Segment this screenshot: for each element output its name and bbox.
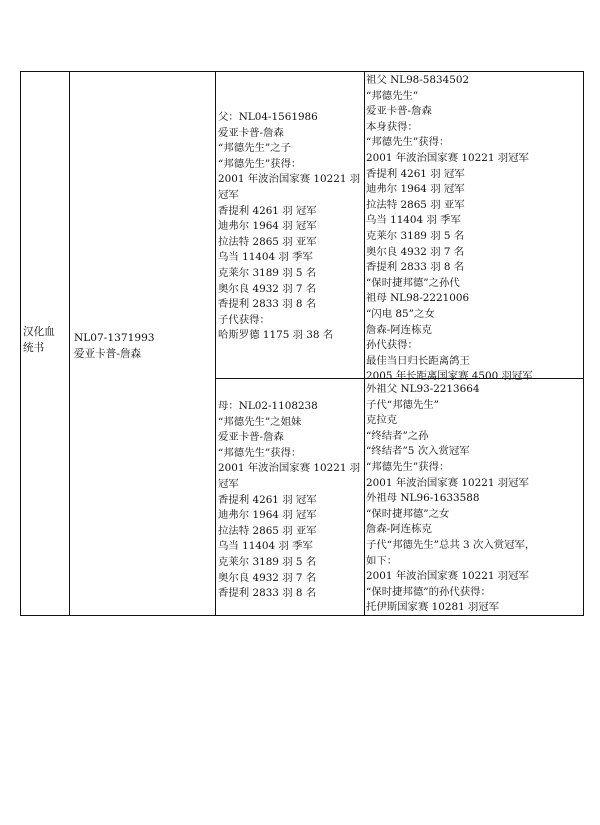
maternal-grandparents-line: 托伊斯国家赛 10281 羽冠军 [366,601,500,614]
paternal-grandparents-line: 孙代获得： [366,339,418,352]
paternal-grandparents-line: 爱亚卡普-詹森 [366,105,432,118]
column-divider-2 [215,72,216,615]
sire-line: 奥尔良 4932 羽 7 名 [218,282,317,295]
dam-line: 爱亚卡普-詹森 [218,431,284,444]
paternal-grandparents-line: 香提利 4261 羽 冠军 [366,167,465,180]
maternal-grandparents-line: 2001 年波治国家赛 10221 羽冠军 [366,570,529,583]
maternal-grandparents-line: “终结者”5 次入赏冠军 [366,445,470,458]
paternal-grandparents-cell [366,73,582,385]
sire-line: 迪弗尔 1964 羽 冠军 [218,220,317,233]
dam-cell [218,399,363,602]
column-divider-1 [69,72,70,615]
dam-line: 奥尔良 4932 羽 7 名 [218,571,317,584]
maternal-grandparents-line: “保时捷邦德”之女 [366,507,450,520]
maternal-grandparents-line: 2001 年波治国家赛 10221 羽冠军 [366,476,529,489]
paternal-grandparents-line: 最佳当日归长距离鸽王 [366,354,470,367]
sire-line: 乌当 11404 羽 季军 [218,251,313,264]
dam-line: 乌当 11404 羽 季军 [218,540,313,553]
dam-line: 香提利 4261 羽 冠军 [218,493,317,506]
paternal-grandparents-line: “闪电 85”之女 [366,307,435,320]
sire-line: “邦德先生”获得： [218,157,302,170]
dam-line: 香提利 2833 羽 8 名 [218,587,317,600]
paternal-grandparents-line: 香提利 2833 羽 8 名 [366,261,465,274]
self-ring-number: NL07-1371993 [74,332,155,344]
dam-line: 母：NL02-1108238 [218,400,318,412]
dam-line: 冠军 [218,477,239,490]
paternal-grandparents-line: “邦德先生” [366,89,419,102]
sire-line: 克莱尔 3189 羽 5 名 [218,266,317,279]
row-label-cell [23,324,67,356]
paternal-grandparents-line: 2001 年波治国家赛 10221 羽冠军 [366,151,529,164]
sire-line: 拉法特 2865 羽 亚军 [218,235,317,248]
maternal-grandparents-line: “邦德先生”获得： [366,460,450,473]
sire-line: “邦德先生”之子 [218,142,291,155]
paternal-grandparents-line: 祖父 NL98-5834502 [366,74,470,86]
paternal-grandparents-line: 祖母 NL98-2221006 [366,292,470,305]
row-label-line: 统书 [23,342,45,354]
maternal-grandparents-line: 外祖母 NL96-1633588 [366,492,480,505]
sire-line: 爱亚卡普-詹森 [218,126,284,139]
row-label-line: 汉化血 [23,326,55,338]
paternal-grandparents-line: “保时捷邦德”之孙代 [366,276,460,289]
paternal-grandparents-line: 乌当 11404 羽 季军 [366,214,461,227]
maternal-grandparents-line: “保时捷邦德”的孙代获得： [366,585,491,598]
sire-cell [218,110,363,344]
sire-line: 香提利 2833 羽 8 名 [218,298,317,311]
dam-line: 克莱尔 3189 羽 5 名 [218,555,317,568]
paternal-grandparents-line: 克莱尔 3189 羽 5 名 [366,229,465,242]
sire-line: 冠军 [218,188,239,201]
paternal-grandparents-line: 詹森-阿连栋克 [366,323,432,336]
dam-line: “邦德先生”获得： [218,446,302,459]
sire-line: 2001 年波治国家赛 10221 羽 [218,173,361,186]
paternal-grandparents-line: 迪弗尔 1964 羽 冠军 [366,183,465,196]
dam-line: “邦德先生”之姐妹 [218,415,302,428]
maternal-grandparents-cell [366,382,582,616]
maternal-grandparents-line: 子代“邦德先生” [366,398,439,411]
maternal-grandparents-line: 克拉克 [366,414,398,427]
column-divider-3 [364,72,365,615]
maternal-grandparents-line: 子代“邦德先生”总共 3 次入赏冠军， [366,538,536,551]
sire-line: 父：NL04-1561986 [218,111,318,123]
paternal-grandparents-line: 奥尔良 4932 羽 7 名 [366,245,465,258]
dam-line: 2001 年波治国家赛 10221 羽 [218,462,361,475]
paternal-grandparents-line: 拉法特 2865 羽 亚军 [366,198,465,211]
maternal-grandparents-line: 詹森-阿连栋克 [366,523,432,536]
dam-line: 拉法特 2865 羽 亚军 [218,524,317,537]
paternal-grandparents-line: “邦德先生”获得： [366,136,450,149]
maternal-grandparents-line: 外祖父 NL93-2213664 [366,383,480,395]
pedigree-table [20,71,584,616]
maternal-grandparents-line: “终结者”之孙 [366,429,429,442]
sire-line: 哈斯罗德 1175 羽 38 名 [218,329,334,342]
paternal-grandparents-line: 本身获得： [366,120,418,133]
self-bloodline: 爱亚卡普-詹森 [74,348,142,360]
dam-line: 迪弗尔 1964 羽 冠军 [218,509,317,522]
maternal-grandparents-line: 如下： [366,554,398,567]
self-cell [74,330,214,362]
paternal-grandparents-line: 2005 年长距离国家赛 4500 羽冠军 [366,370,533,383]
sire-line: 子代获得： [218,313,270,326]
sire-line: 香提利 4261 羽 冠军 [218,204,317,217]
